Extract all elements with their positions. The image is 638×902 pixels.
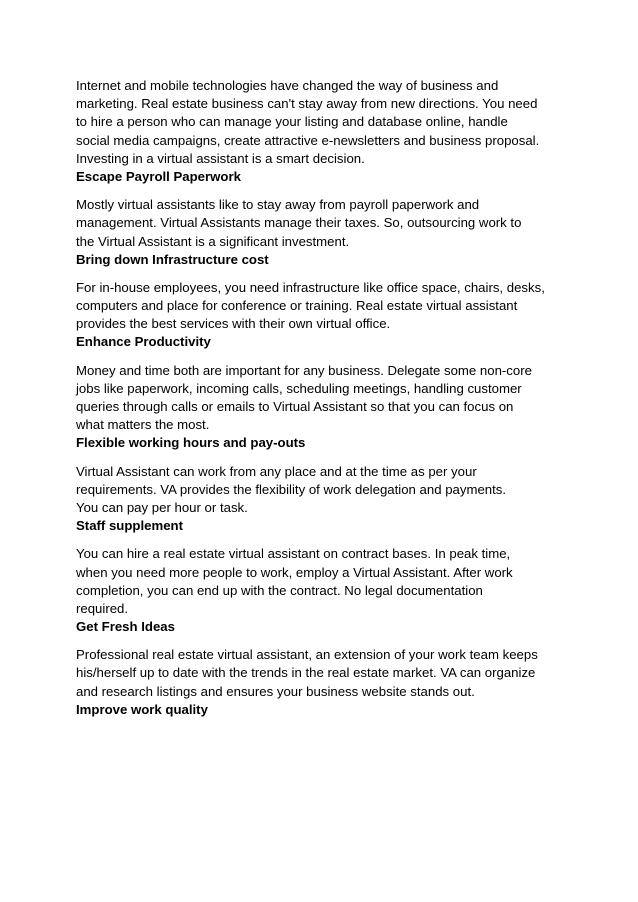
- section-heading: Escape Payroll Paperwork: [76, 168, 241, 184]
- section-paragraph: [76, 545, 576, 618]
- text-line: completion, you can end up with the contract. No legal documentation: [76, 582, 483, 598]
- section-paragraph: [76, 463, 576, 518]
- section-heading: Staff supplement: [76, 518, 183, 534]
- document-page: [76, 77, 576, 719]
- section-paragraph: [76, 362, 576, 435]
- text-line: Mostly virtual assistants like to stay away from payroll paperwork and: [76, 197, 480, 213]
- text-line: Internet and mobile technologies have changed the way of business and: [76, 78, 499, 93]
- text-line: You can hire a real estate virtual assistant on contract bases. In peak time,: [76, 546, 511, 562]
- text-line: and research listings and ensures your business website stands out.: [76, 683, 475, 699]
- text-line: what matters the most.: [76, 417, 210, 433]
- text-line: requirements. VA provides the flexibility of work delegation and payments.: [76, 481, 507, 497]
- section-paragraph: [76, 279, 576, 334]
- text-line: Virtual Assistant can work from any place and at the time as per your: [76, 463, 477, 479]
- section-paragraph: [76, 646, 576, 701]
- text-line: computers and place for conference or training. Real estate virtual assistant: [76, 298, 518, 314]
- section-paragraph: [76, 196, 576, 251]
- text-line: when you need more people to work, employ a Virtual Assistant. After work: [76, 564, 513, 580]
- text-line: provides the best services with their own virtual office.: [76, 316, 391, 332]
- text-line: Professional real estate virtual assistant, an extension of your work team keeps: [76, 647, 538, 663]
- text-line: to hire a person who can manage your listing and database online, handle: [76, 114, 508, 130]
- section-heading: Flexible working hours and pay-outs: [76, 435, 306, 451]
- text-line: management. Virtual Assistants manage their taxes. So, outsourcing work to: [76, 215, 522, 231]
- text-line: required.: [76, 600, 129, 616]
- section-heading: Get Fresh Ideas: [76, 619, 175, 635]
- text-line: Money and time both are important for any business. Delegate some non-core: [76, 362, 532, 378]
- text-line: the Virtual Assistant is a significant investment.: [76, 233, 350, 249]
- text-line: social media campaigns, create attractive e-newsletters and business proposal.: [76, 132, 540, 148]
- intro-paragraph: [76, 77, 576, 168]
- section-heading: Bring down Infrastructure cost: [76, 251, 269, 267]
- text-line: You can pay per hour or task.: [76, 499, 248, 515]
- text-line: marketing. Real estate business can't stay away from new directions. You need: [76, 96, 538, 112]
- text-line: For in-house employees, you need infrastructure like office space, chairs, desks,: [76, 279, 545, 295]
- section-heading: Improve work quality: [76, 701, 208, 717]
- text-line: queries through calls or emails to Virtual Assistant so that you can focus on: [76, 399, 514, 414]
- text-line: Investing in a virtual assistant is a smart decision.: [76, 150, 365, 166]
- text-line: his/herself up to date with the trends in the real estate market. VA can organize: [76, 665, 536, 681]
- text-line: jobs like paperwork, incoming calls, scheduling meetings, handling customer: [76, 380, 522, 396]
- section-heading: Enhance Productivity: [76, 334, 211, 350]
